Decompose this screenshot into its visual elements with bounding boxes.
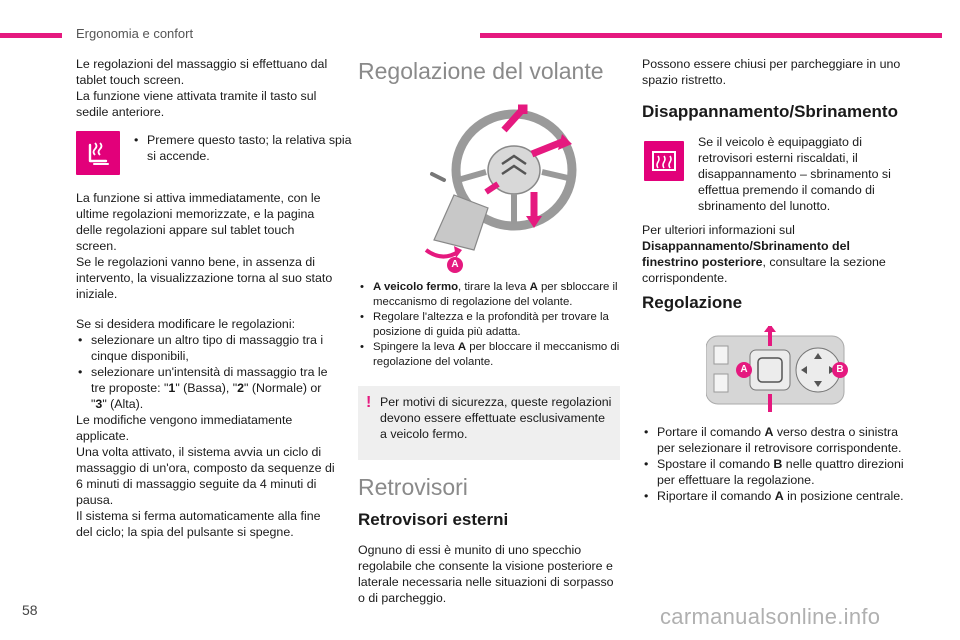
step-1: • A veicolo fermo, tirare la leva A per sbloccare il meccanismo di regolazione del volante. xyxy=(358,280,620,310)
adjust-step-3: • Riportare il comando A in posizione centrale. xyxy=(642,488,904,504)
header-accent-left xyxy=(0,33,62,38)
steering-wheel-illustration xyxy=(414,100,584,270)
watermark: carmanualsonline.info xyxy=(660,604,881,629)
para-3 xyxy=(76,316,338,540)
fold-text: Possono essere chiusi per parcheggiare in uno spazio ristretto. xyxy=(642,57,901,87)
para-2 xyxy=(76,190,338,302)
bullet-massage-type: • selezionare un altro tipo di massaggio tra i cinque disponibili, xyxy=(76,332,338,364)
intro-line-2: La funzione viene attivata tramite il tasto sul sedile anteriore. xyxy=(76,89,317,119)
icon-note: • Premere questo tasto; la relativa spia si accende. xyxy=(132,132,352,164)
defrost-title: Disappannamento/Sbrinamento xyxy=(642,102,898,121)
steering-title: Regolazione del volante xyxy=(358,58,604,84)
section-header: Ergonomia e confort xyxy=(76,26,194,41)
warning-icon: ! xyxy=(366,394,372,411)
bullet-intensity: • selezionare un'intensità di massaggio tra le tre proposte: "1" (Bassa), "2" (Normale) or "3" (Alta). xyxy=(76,364,338,412)
mirror-control-illustration xyxy=(706,326,846,412)
column-1 xyxy=(76,56,338,120)
label-b-marker-mirror: B xyxy=(832,362,848,378)
mirrors-title: Retrovisori xyxy=(358,474,468,500)
header-accent-bar xyxy=(480,33,942,38)
para-4-line-1: Le modifiche vengono immediatamente applicate. xyxy=(76,413,293,443)
step-2: • Regolare l'altezza e la profondità per trovare la posizione di guida più adatta. xyxy=(358,310,620,340)
warning-text: Per motivi di sicurezza, queste regolazioni devono essere effettuate esclusivamente a veicolo fermo. xyxy=(380,395,612,441)
para-4-line-3: Il sistema si ferma automaticamente alla fine del ciclo; la spia del pulsante si spegne. xyxy=(76,509,321,539)
rear-defrost-icon xyxy=(644,141,684,181)
adjust-steps xyxy=(642,424,904,504)
page-number: 58 xyxy=(22,602,38,618)
adjust-step-1: • Portare il comando A verso destra o sinistra per selezionare il retrovisore corrispondente. xyxy=(642,424,904,456)
label-a-marker: A xyxy=(447,257,463,273)
para-4-line-2: Una volta attivato, il sistema avvia un ciclo di massaggio di un'ora, composto da sequenze di 6 minuti di massaggio seguite da 4 minuti di pausa. xyxy=(76,445,335,507)
defrost-text: Se il veicolo è equipaggiato di retrovisori esterni riscaldati, il disappannamento – sbrinamento si effettua premendo il comando di sbrinamento del lunotto. xyxy=(698,135,891,213)
para-2-line-1: La funzione si attiva immediatamente, con le ultime regolazioni memorizzate, e la pagina delle regolazioni appare sul tablet touch screen. xyxy=(76,191,321,253)
warning-box xyxy=(358,386,620,460)
adjust-step-2: • Spostare il comando B nelle quattro direzioni per effettuare la regolazione. xyxy=(642,456,904,488)
seat-massage-icon xyxy=(76,131,120,175)
more-info: Per ulteriori informazioni sul Disappannamento/Sbrinamento del finestrino posteriore, consultare la sezione corrispondente. xyxy=(642,223,886,285)
para-2-line-2: Se le regolazioni vanno bene, in assenza di intervento, la visualizzazione torna al suo stato iniziale. xyxy=(76,255,333,301)
para-3-lead: Se si desidera modificare le regolazioni: xyxy=(76,317,296,331)
adjust-title: Regolazione xyxy=(642,293,743,312)
mirrors-text: Ognuno di essi è munito di uno specchio regolabile che consente la visione posteriore e laterale necessaria nelle situazioni di sorpasso o di parcheggio. xyxy=(358,543,614,605)
step-3: • Spingere la leva A per bloccare il meccanismo di regolazione del volante. xyxy=(358,340,620,370)
steering-steps xyxy=(358,280,620,370)
intro-line-1: Le regolazioni del massaggio si effettuano dal tablet touch screen. xyxy=(76,57,328,87)
mirrors-subtitle: Retrovisori esterni xyxy=(358,510,509,529)
label-a-marker-mirror: A xyxy=(736,362,752,378)
